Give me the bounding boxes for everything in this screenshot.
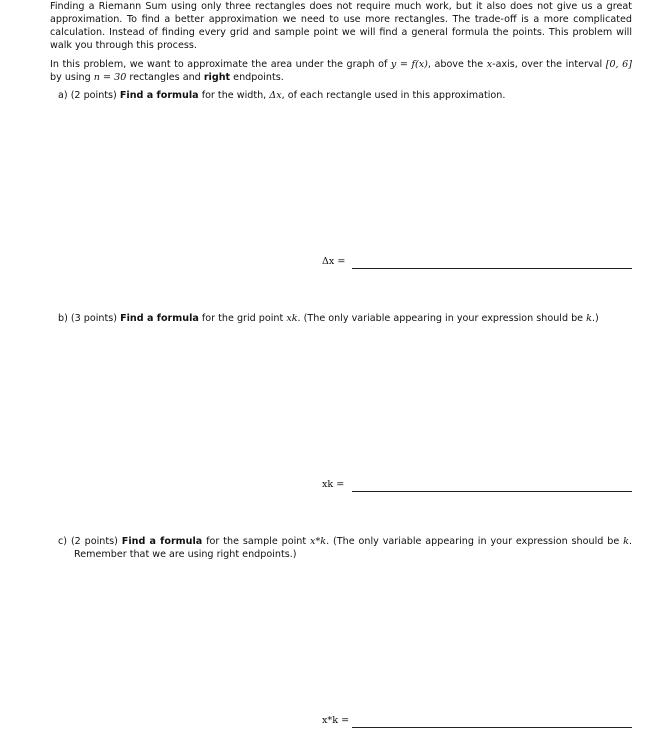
intro-text-2f: endpoints. <box>230 72 284 83</box>
intro-text-2b: , above the <box>427 59 487 70</box>
intro-text-1: Finding a Riemann Sum using only three rectangles does not require much work, but it also does not give us a great approximation. To find a better approximation we need to use more rectangles. The trade-off is a more complicated calculation. Instead of finding every grid and sample point we will find a general formula the points. This problem will walk you through this process. <box>50 1 632 51</box>
intro-text-2c: -axis, over the interval <box>492 59 606 70</box>
question-a-text-before: for the width, <box>198 90 270 101</box>
answer-b-label: xk = <box>322 479 345 490</box>
axis-variable: x <box>486 59 493 70</box>
question-a-points: (2 points) <box>70 90 117 101</box>
question-a-label: a) <box>58 90 68 101</box>
answer-c-label: x*k = <box>322 715 350 726</box>
answer-c[interactable] <box>322 715 632 729</box>
question-c-label: c) <box>58 536 68 547</box>
intro-text-2a: In this problem, we want to approximate the area under the graph of <box>50 59 391 70</box>
question-b-text-before: for the grid point <box>198 313 287 324</box>
question-c-bold: Find a formula <box>121 536 203 547</box>
question-b-text <box>58 312 632 325</box>
question-c-text <box>58 535 632 561</box>
question-c-points: (2 points) <box>70 536 118 547</box>
question-c-text-before: for the sample point <box>202 536 311 547</box>
answer-b-line[interactable] <box>352 491 632 492</box>
question-b <box>58 312 632 325</box>
question-c-text-end: . Remember that we are using right endpoints.) <box>74 536 633 560</box>
intro-text-2 <box>50 58 632 84</box>
answer-b[interactable] <box>322 479 632 493</box>
interval: [0, 6] <box>605 59 632 70</box>
question-c-variable: x*k <box>310 536 327 547</box>
question-c <box>58 535 632 561</box>
answer-a-label: Δx = <box>322 256 346 267</box>
intro-text-2d: by using <box>50 72 94 83</box>
question-a-variable: Δx <box>269 90 282 101</box>
answer-a-line[interactable] <box>352 268 632 269</box>
question-c-text-after: . (The only variable appearing in your expression should be <box>326 536 624 547</box>
answer-a[interactable] <box>322 256 632 270</box>
intro-paragraph-1 <box>50 0 632 52</box>
question-b-variable-k: k <box>586 313 592 324</box>
right-keyword: right <box>203 72 231 83</box>
question-a-text <box>58 89 632 102</box>
question-a-text-after: , of each rectangle used in this approximation. <box>281 90 506 101</box>
question-a-bold: Find a formula <box>119 90 199 101</box>
answer-c-line[interactable] <box>352 727 632 728</box>
rectangle-count: n = 30 <box>93 72 127 83</box>
question-b-variable: xk <box>286 313 298 324</box>
question-b-points: (3 points) <box>70 313 118 324</box>
intro-text-2e: rectangles and <box>126 72 204 83</box>
question-b-label: b) <box>58 313 68 324</box>
function-expression: y = f(x) <box>390 59 428 70</box>
question-a <box>58 89 632 102</box>
question-b-text-after: . (The only variable appearing in your expression should be <box>297 313 587 324</box>
intro-paragraph-2 <box>50 58 632 84</box>
question-b-text-end: .) <box>591 313 599 324</box>
question-b-bold: Find a formula <box>120 313 199 324</box>
question-c-variable-k: k <box>623 536 629 547</box>
